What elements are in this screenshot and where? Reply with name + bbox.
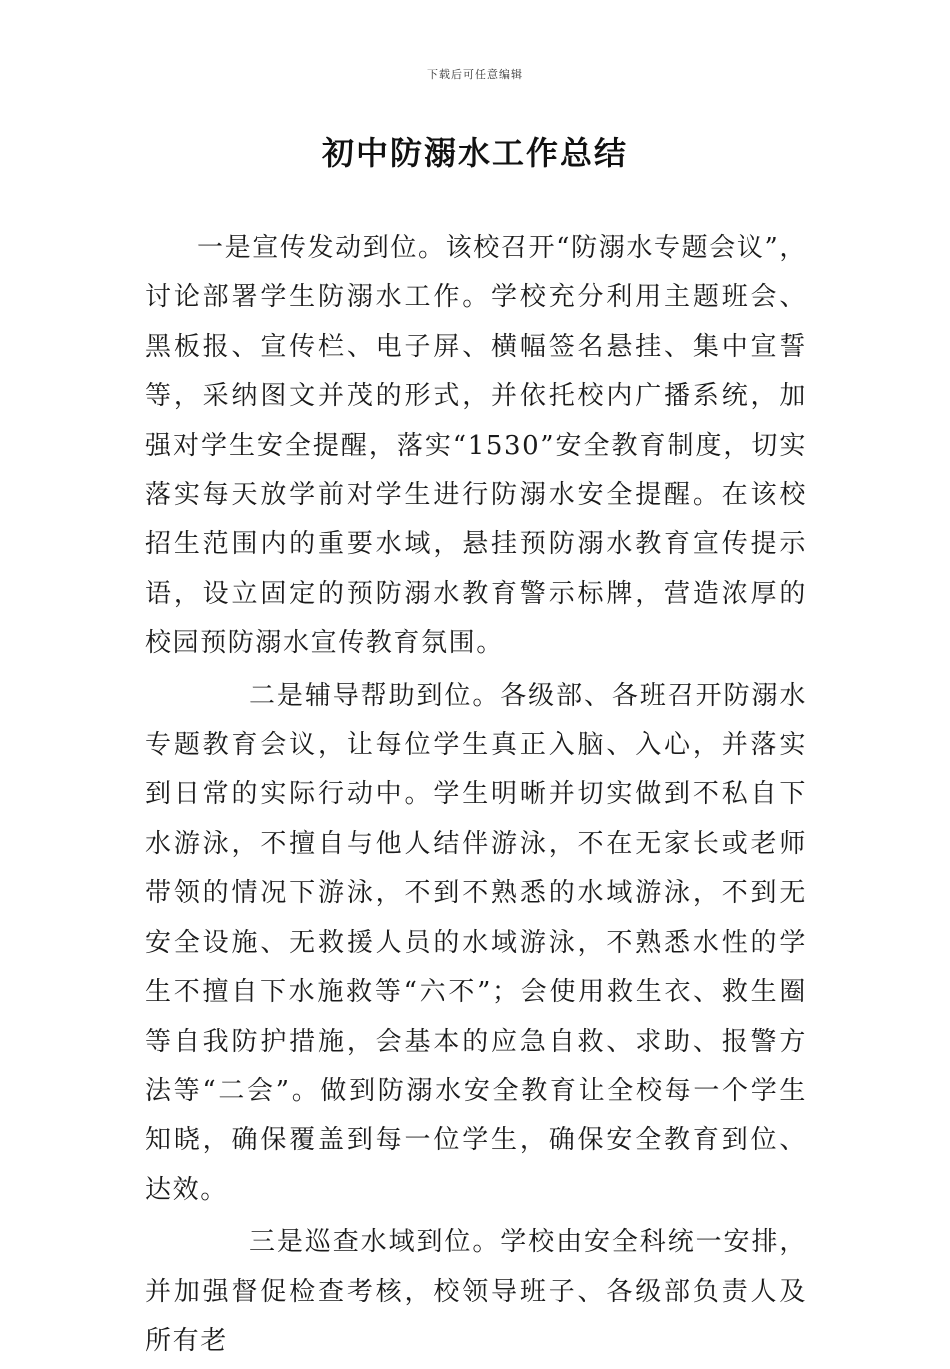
- paragraph-guidance: 二是辅导帮助到位。各级部、各班召开防溺水专题教育会议，让每位学生真正入脑、入心，并落实到日常的实际行动中。学生明晰并切实做到不私自下水游泳，不擅自与他人结伴游泳，不在无家长或老师带领的情况下游泳，不到不熟悉的水域游泳，不到无安全设施、无救援人员的水域游泳，不熟悉水性的学生不擅自下水施救等“六不”；会使用救生衣、救生圈等自我防护措施，会基本的应急自救、求助、报警方法等“二会”。做到防溺水安全教育让全校每一个学生知晓，确保覆盖到每一位学生，确保安全教育到位、达效。: [145, 680, 807, 1205]
- paragraph-publicity: 一是宣传发动到位。该校召开“防溺水专题会议”，讨论部署学生防溺水工作。学校充分利用主题班会、黑板报、宣传栏、电子屏、横幅签名悬挂、集中宣誓等，采纳图文并茂的形式，并依托校内广播系统，加强对学生安全提醒，落实“1530”安全教育制度，切实落实每天放学前对学生进行防溺水安全提醒。在该校招生范围内的重要水域，悬挂预防溺水教育宣传提示语，设立固定的预防溺水教育警示标牌，营造浓厚的校园预防溺水宣传教育氛围。: [145, 233, 807, 659]
- header-note: 下载后可任意编辑: [427, 68, 523, 81]
- document-title: 初中防溺水工作总结: [321, 134, 628, 172]
- document-body: [145, 224, 807, 1369]
- paragraph-inspection: 三是巡查水域到位。学校由安全科统一安排，并加强督促检查考核，校领导班子、各级部负责人及所有老: [145, 1227, 807, 1356]
